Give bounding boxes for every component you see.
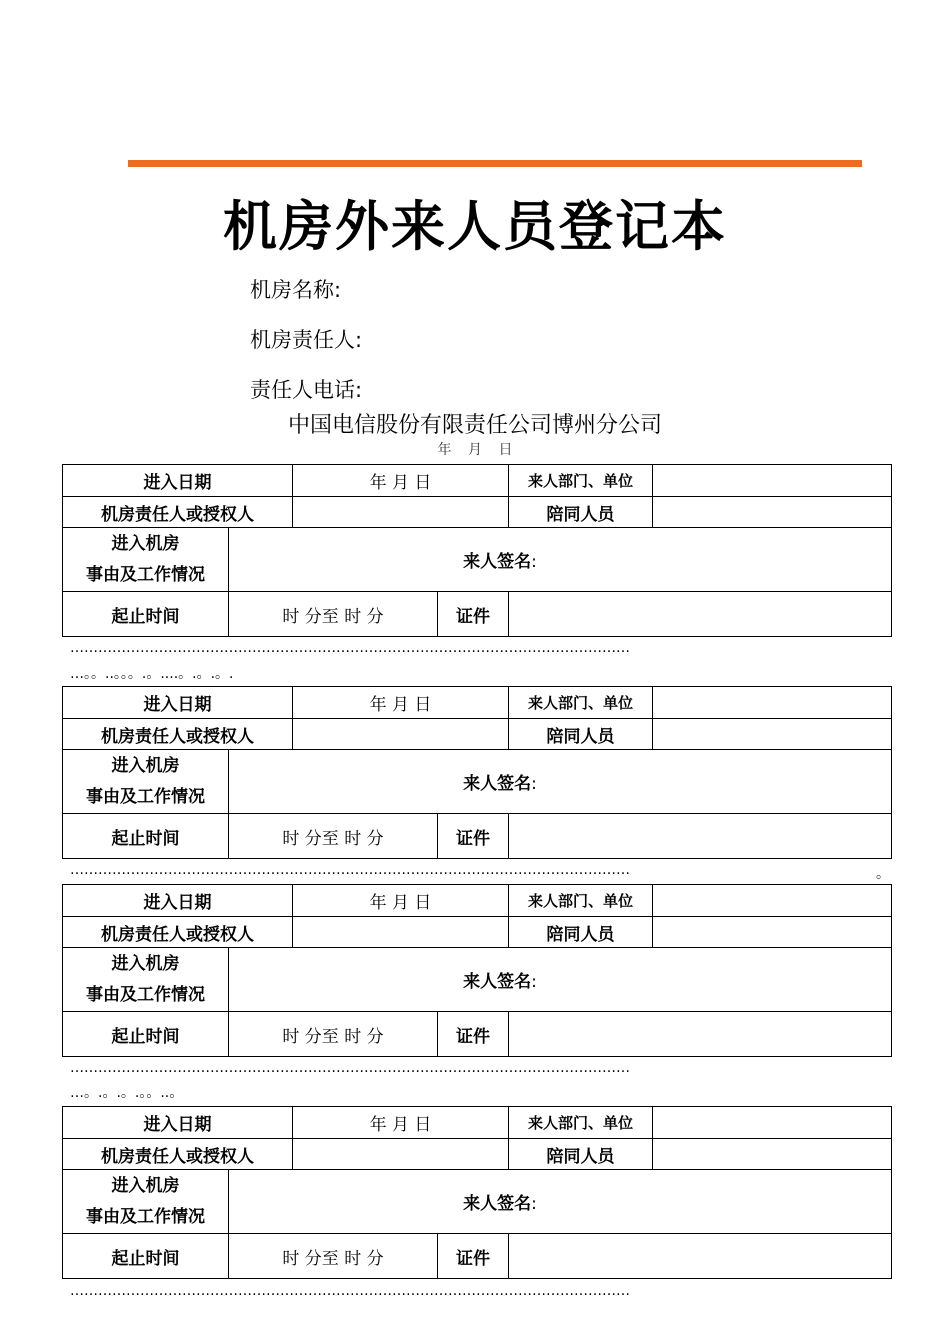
reason-label-line2: 事由及工作情况 bbox=[86, 1206, 205, 1227]
visitor-unit-field[interactable] bbox=[653, 1107, 892, 1139]
page-title: 机房外来人员登记本 bbox=[223, 195, 727, 258]
entry-date-field[interactable]: 年 月 日 bbox=[293, 885, 509, 917]
time-range-field[interactable]: 时 分至 时 分 bbox=[229, 1234, 438, 1279]
reason-label bbox=[63, 948, 229, 1012]
reason-label bbox=[63, 750, 229, 814]
id-label: 证件 bbox=[438, 814, 509, 859]
reason-and-signature-field[interactable] bbox=[229, 1170, 892, 1234]
reason-and-signature-field[interactable] bbox=[229, 528, 892, 592]
authorizer-label: 机房责任人或授权人 bbox=[63, 1139, 293, 1170]
entry-date-field[interactable]: 年 月 日 bbox=[293, 687, 509, 719]
visitor-unit-field[interactable] bbox=[653, 885, 892, 917]
entry-date-label: 进入日期 bbox=[63, 1107, 293, 1139]
reason-label-line1: 进入机房 bbox=[111, 533, 180, 554]
reason-label-line1: 进入机房 bbox=[111, 1175, 180, 1196]
signature-colon: : bbox=[531, 774, 537, 794]
dotted-separator-trail: …。。..。。。.。....。.。.。. bbox=[70, 666, 234, 682]
time-range-label: 起止时间 bbox=[63, 1234, 229, 1279]
visitor-unit-label: 来人部门、单位 bbox=[509, 465, 653, 497]
signature-label: 来人签名 bbox=[463, 1194, 532, 1214]
visitor-form-3 bbox=[62, 884, 892, 1057]
visitor-unit-label: 来人部门、单位 bbox=[509, 1107, 653, 1139]
entry-date-label: 进入日期 bbox=[63, 687, 293, 719]
authorizer-label: 机房责任人或授权人 bbox=[63, 497, 293, 528]
reason-label-line2: 事由及工作情况 bbox=[86, 564, 205, 585]
company-name: 中国电信股份有限责任公司博州分公司 bbox=[287, 413, 662, 438]
visitor-unit-label: 来人部门、单位 bbox=[509, 885, 653, 917]
authorizer-field[interactable] bbox=[293, 917, 509, 948]
signature-label: 来人签名 bbox=[463, 774, 532, 794]
signature-colon: : bbox=[531, 972, 537, 992]
visitor-unit-field[interactable] bbox=[653, 687, 892, 719]
id-label: 证件 bbox=[438, 1012, 509, 1057]
escort-label: 陪同人员 bbox=[509, 917, 653, 948]
time-range-label: 起止时间 bbox=[63, 1012, 229, 1057]
reason-label-line2: 事由及工作情况 bbox=[86, 786, 205, 807]
escort-label: 陪同人员 bbox=[509, 497, 653, 528]
authorizer-field[interactable] bbox=[293, 719, 509, 750]
signature-label: 来人签名 bbox=[463, 972, 532, 992]
room-owner-label: 机房责任人: bbox=[250, 328, 363, 352]
signature-colon: : bbox=[531, 552, 537, 572]
reason-label-line1: 进入机房 bbox=[111, 953, 180, 974]
id-field[interactable] bbox=[509, 814, 892, 859]
escort-field[interactable] bbox=[653, 917, 892, 948]
reason-and-signature-field[interactable] bbox=[229, 750, 892, 814]
escort-label: 陪同人员 bbox=[509, 1139, 653, 1170]
authorizer-field[interactable] bbox=[293, 1139, 509, 1170]
entry-date-field[interactable]: 年 月 日 bbox=[293, 1107, 509, 1139]
signature-colon: : bbox=[531, 1194, 537, 1214]
escort-field[interactable] bbox=[653, 1139, 892, 1170]
reason-label-line1: 进入机房 bbox=[111, 755, 180, 776]
reason-label bbox=[63, 1170, 229, 1234]
escort-field[interactable] bbox=[653, 497, 892, 528]
reason-and-signature-field[interactable] bbox=[229, 948, 892, 1012]
entry-date-label: 进入日期 bbox=[63, 465, 293, 497]
time-range-field[interactable]: 时 分至 时 分 bbox=[229, 1012, 438, 1057]
visitor-form-1 bbox=[62, 464, 892, 637]
document-date: 年 月 日 bbox=[437, 442, 513, 458]
reason-label-line2: 事由及工作情况 bbox=[86, 984, 205, 1005]
dotted-separator: ………………………………………………………………………………………………………… bbox=[70, 640, 630, 656]
dotted-separator-trail: …。.。.。.。。..。 bbox=[70, 1085, 184, 1101]
owner-phone-label: 责任人电话: bbox=[250, 378, 363, 402]
visitor-form-4 bbox=[62, 1106, 892, 1279]
authorizer-label: 机房责任人或授权人 bbox=[63, 719, 293, 750]
signature-label: 来人签名 bbox=[463, 552, 532, 572]
dotted-separator: ………………………………………………………………………………………………………… bbox=[70, 1060, 630, 1076]
time-range-field[interactable]: 时 分至 时 分 bbox=[229, 592, 438, 637]
time-range-label: 起止时间 bbox=[63, 592, 229, 637]
reason-label bbox=[63, 528, 229, 592]
visitor-unit-label: 来人部门、单位 bbox=[509, 687, 653, 719]
dotted-separator: ………………………………………………………………………………………………………… bbox=[70, 862, 630, 878]
orange-header-rule bbox=[128, 160, 862, 167]
room-name-label: 机房名称: bbox=[250, 278, 342, 302]
id-field[interactable] bbox=[509, 1234, 892, 1279]
id-field[interactable] bbox=[509, 1012, 892, 1057]
time-range-field[interactable]: 时 分至 时 分 bbox=[229, 814, 438, 859]
id-label: 证件 bbox=[438, 1234, 509, 1279]
escort-field[interactable] bbox=[653, 719, 892, 750]
visitor-form-2 bbox=[62, 686, 892, 859]
authorizer-field[interactable] bbox=[293, 497, 509, 528]
time-range-label: 起止时间 bbox=[63, 814, 229, 859]
entry-date-field[interactable]: 年 月 日 bbox=[293, 465, 509, 497]
dotted-separator: ………………………………………………………………………………………………………… bbox=[70, 1283, 630, 1299]
visitor-unit-field[interactable] bbox=[653, 465, 892, 497]
id-label: 证件 bbox=[438, 592, 509, 637]
dotted-separator-trail: 。 bbox=[876, 866, 890, 882]
entry-date-label: 进入日期 bbox=[63, 885, 293, 917]
authorizer-label: 机房责任人或授权人 bbox=[63, 917, 293, 948]
escort-label: 陪同人员 bbox=[509, 719, 653, 750]
id-field[interactable] bbox=[509, 592, 892, 637]
